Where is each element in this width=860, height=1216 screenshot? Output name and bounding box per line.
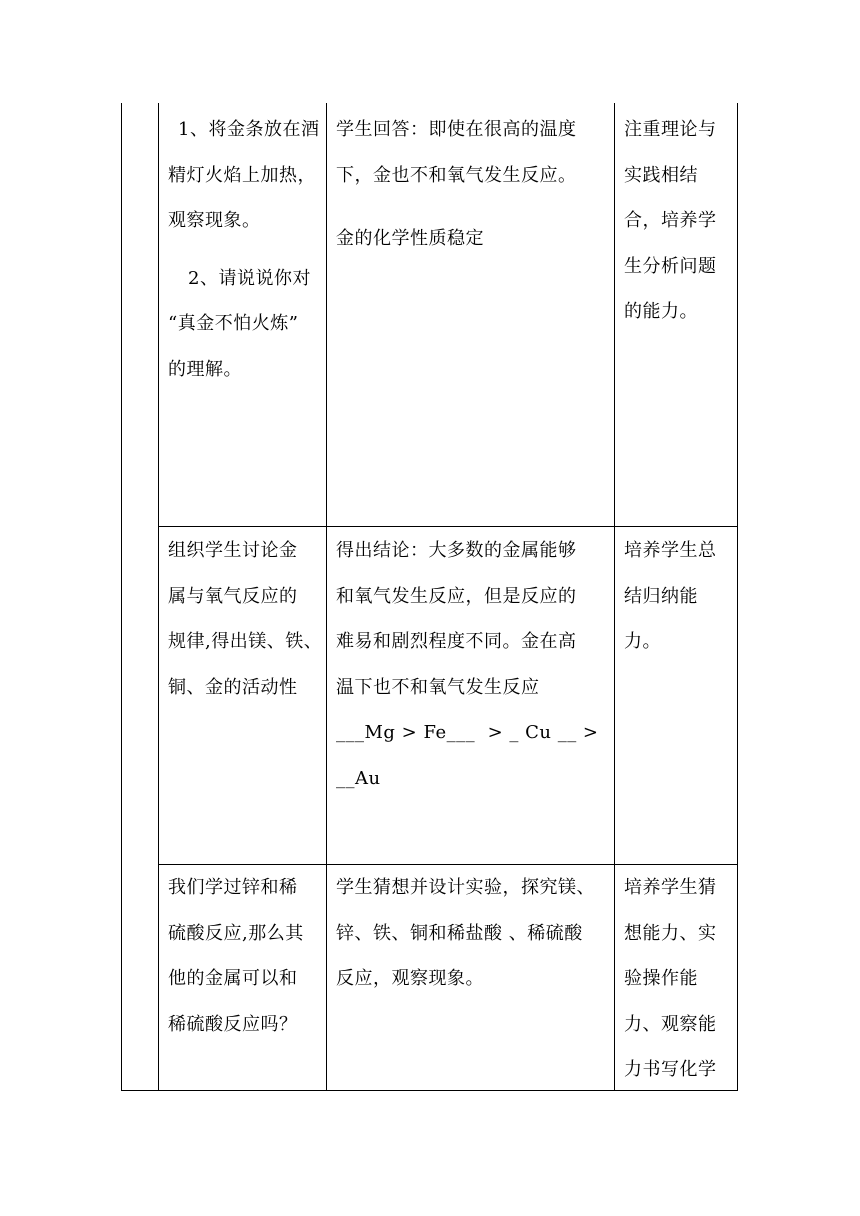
text-line: 精灯火焰上加热， <box>168 164 316 186</box>
table-border-right <box>737 103 738 1090</box>
text-line: 学生回答：即使在很高的温度 <box>336 119 577 140</box>
text-line: 锌、铁、铜和稀盐酸 、稀硫酸 <box>336 922 583 944</box>
text-line: 合，培养学 <box>624 210 717 231</box>
column-divider-2 <box>326 103 327 1090</box>
activity-order-line: ___Mg > Fe___ > _ Cu __ > <box>336 722 599 743</box>
text-line: 验操作能 <box>624 968 698 989</box>
row2-intent-cell <box>624 528 736 665</box>
text-line: 和氧气发生反应，但是反应的 <box>336 585 577 607</box>
text-line: 我们学过锌和稀 <box>168 877 298 898</box>
text-line: 温下也不和氧气发生反应 <box>336 676 540 698</box>
column-divider-3 <box>614 103 615 1090</box>
column-divider-1 <box>158 103 159 1090</box>
text-line: 实践相结 <box>624 164 698 186</box>
text-line: 观察现象。 <box>168 210 261 231</box>
text-line: 规律,得出镁、铁、 <box>168 631 323 652</box>
text-line: 力书写化学 <box>624 1059 717 1080</box>
text-line: 难易和剧烈程度不同。金在高 <box>336 631 577 652</box>
text-line: 金的化学性质稳定 <box>336 228 484 249</box>
row1-student-cell <box>336 107 612 262</box>
row3-intent-cell <box>624 865 736 1093</box>
row2-student-cell <box>336 528 612 801</box>
text-line: 的理解。 <box>168 358 242 380</box>
text-line: 力、观察能 <box>624 1013 717 1035</box>
row-divider-1 <box>158 526 738 527</box>
text-line: 的能力。 <box>624 301 698 322</box>
activity-order-line: __Au <box>336 767 381 789</box>
row3-teacher-cell <box>168 865 324 1047</box>
text-line: 他的金属可以和 <box>168 968 298 989</box>
text-line: 属与氧气反应的 <box>168 585 298 607</box>
text-line: 力。 <box>624 631 661 652</box>
table-border-left <box>121 103 122 1090</box>
text-line: 2、请说说你对 <box>188 267 311 289</box>
text-line: 结归纳能 <box>624 585 698 607</box>
text-line: 培养学生猜 <box>624 877 717 898</box>
row1-intent-cell <box>624 107 736 335</box>
row2-teacher-cell <box>168 528 324 710</box>
text-line: 反应，观察现象。 <box>336 968 484 989</box>
text-line: 注重理论与 <box>624 119 717 140</box>
text-line: 1、将金条放在酒 <box>178 119 320 140</box>
text-line: 下，金也不和氧气发生反应。 <box>336 164 577 186</box>
text-line: 想能力、实 <box>624 922 717 944</box>
text-line: 培养学生总 <box>624 540 717 561</box>
text-line: 铜、金的活动性 <box>168 676 298 698</box>
text-line: “真金不怕火炼” <box>168 313 299 334</box>
text-line: 组织学生讨论金 <box>168 540 298 561</box>
text-line: 学生猜想并设计实验，探究镁、 <box>336 877 595 898</box>
text-line: 硫酸反应,那么其 <box>168 922 304 944</box>
text-line: 稀硫酸反应吗？ <box>168 1013 298 1035</box>
text-line: 生分析问题 <box>624 255 717 277</box>
row1-teacher-cell <box>168 107 324 392</box>
text-line: 得出结论：大多数的金属能够 <box>336 540 577 561</box>
row3-student-cell <box>336 865 612 1002</box>
